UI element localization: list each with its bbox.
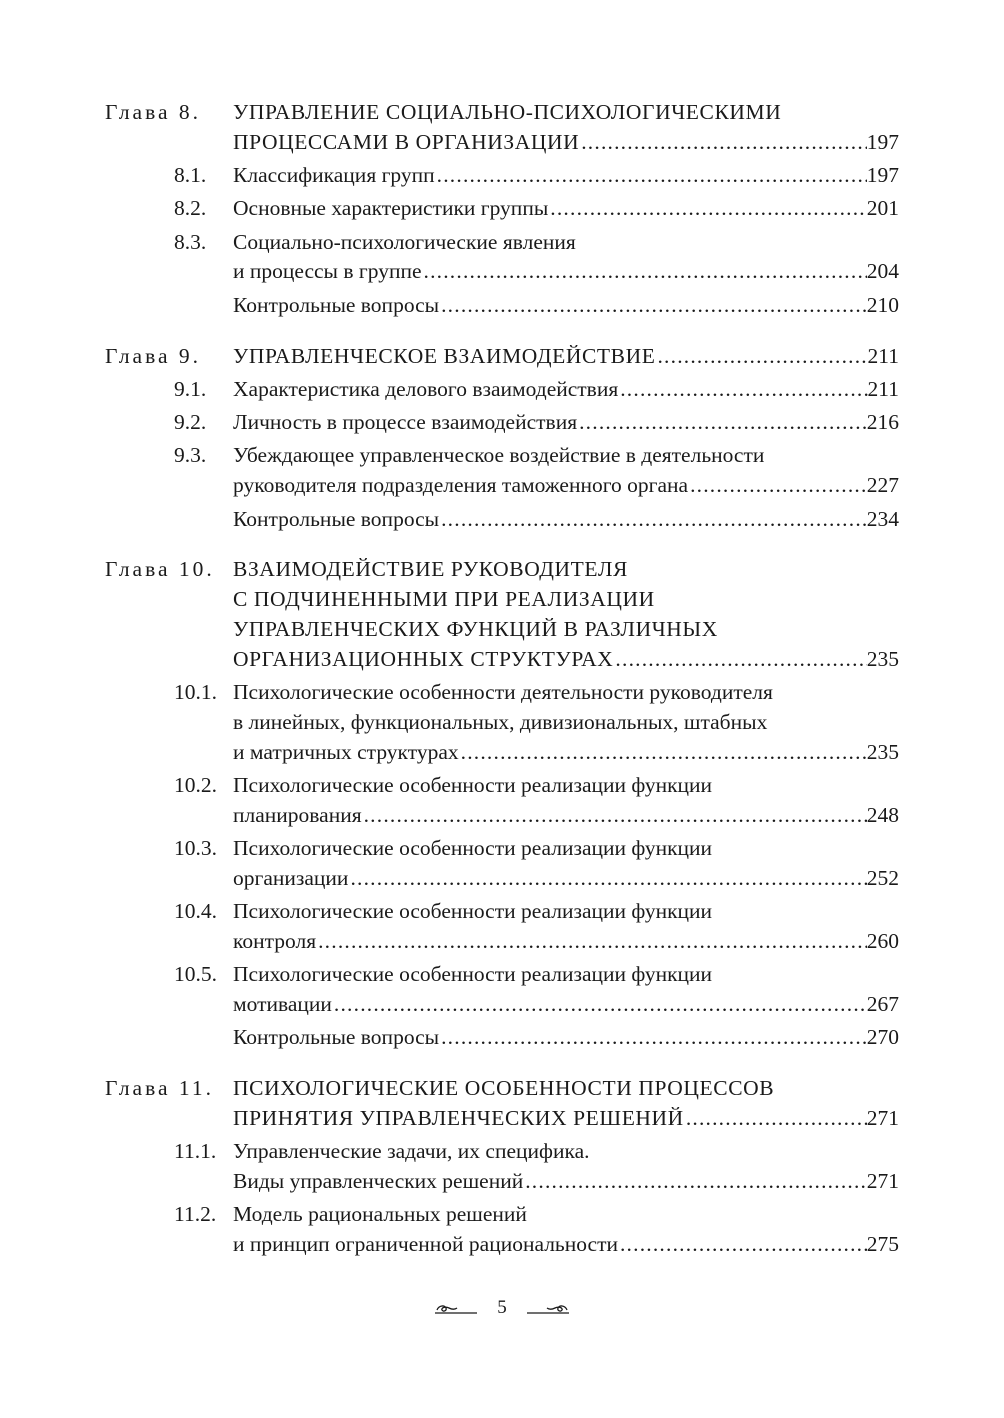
toc-leader-row <box>233 291 899 321</box>
section-title: Управленческие задачи, их специфика. <box>233 1139 590 1164</box>
section-title: и принцип ограниченной рациональности <box>233 1232 618 1257</box>
dot-leader <box>422 257 867 287</box>
page-ref: 267 <box>866 992 899 1017</box>
page-ref: 204 <box>866 259 899 284</box>
toc-leader-row <box>233 864 899 894</box>
section-number: 9.3. <box>174 443 207 468</box>
toc-line <box>0 615 1004 645</box>
page-ref: 211 <box>867 376 899 401</box>
dot-leader <box>435 161 867 191</box>
page-ref: 260 <box>866 928 899 953</box>
toc-chapter <box>0 555 1004 674</box>
toc-line <box>0 1137 1004 1167</box>
toc-leader-row <box>233 505 899 535</box>
dot-leader <box>332 990 867 1020</box>
chapter-title: ПСИХОЛОГИЧЕСКИЕ ОСОБЕННОСТИ ПРОЦЕССОВ <box>233 1076 775 1101</box>
section-title: Виды управленческих решений <box>233 1169 524 1193</box>
section-number: 11.1. <box>174 1139 217 1164</box>
section-title: Основные характеристики группы <box>233 196 549 221</box>
chapter-title: УПРАВЛЕНЧЕСКОЕ ВЗАИМОДЕЙСТВИЕ <box>233 343 656 368</box>
page-ref: 271 <box>866 1169 899 1193</box>
dot-leader <box>613 645 866 675</box>
toc-chapter <box>0 1074 1004 1134</box>
chapter-title: УПРАВЛЕНИЕ СОЦИАЛЬНО-ПСИХОЛОГИЧЕСКИМИ <box>233 100 782 124</box>
page-ref: 252 <box>866 865 899 890</box>
section-title: Психологические особенности реализации функции <box>233 772 713 797</box>
toc-section <box>0 375 1004 405</box>
dot-leader <box>618 375 867 405</box>
section-title: Контрольные вопросы <box>233 292 440 317</box>
toc-leader-row <box>233 1023 899 1053</box>
page-ref: 211 <box>867 343 899 368</box>
toc-section <box>0 505 1004 535</box>
toc-leader-row <box>233 927 899 957</box>
toc-line <box>0 801 1004 831</box>
toc-leader-row <box>233 161 899 191</box>
dot-leader <box>459 738 867 768</box>
toc-section <box>0 441 1004 501</box>
page-number: 5 <box>497 1297 507 1318</box>
toc-leader-row <box>233 1104 899 1134</box>
toc-line <box>0 161 1004 191</box>
section-title: Характеристика делового взаимодействия <box>233 376 619 401</box>
section-title: и матричных структурах <box>233 739 459 764</box>
dot-leader <box>688 471 867 501</box>
page-ref: 210 <box>866 292 899 317</box>
section-title: и процессы в группе <box>233 259 422 284</box>
toc-leader-row <box>233 128 899 158</box>
toc-leader-row <box>233 471 899 501</box>
toc-section <box>0 161 1004 191</box>
toc-leader-row <box>233 645 899 675</box>
toc-line <box>0 1023 1004 1053</box>
chapter-label: Глава 8. <box>105 100 201 124</box>
section-title: Психологические особенности деятельности руководителя <box>233 680 773 705</box>
toc-line <box>0 1074 1004 1104</box>
page-ref: 270 <box>866 1025 899 1050</box>
dot-leader <box>348 864 866 894</box>
section-title: планирования <box>233 802 362 827</box>
toc-line <box>0 708 1004 738</box>
section-title: Контрольные вопросы <box>233 506 440 531</box>
table-of-contents <box>0 98 1004 1260</box>
page-ref: 271 <box>866 1105 899 1130</box>
chapter-title: ВЗАИМОДЕЙСТВИЕ РУКОВОДИТЕЛЯ <box>233 557 628 582</box>
section-number: 10.2. <box>174 772 217 797</box>
toc-section <box>0 678 1004 767</box>
toc-line <box>0 342 1004 372</box>
section-number: 9.1. <box>174 376 207 401</box>
section-title: руководителя подразделения таможенного органа <box>233 473 689 498</box>
toc-line <box>0 927 1004 957</box>
toc-leader-row <box>233 990 899 1020</box>
toc-line <box>0 257 1004 287</box>
section-number: 10.1. <box>174 680 217 705</box>
dot-leader <box>548 194 866 224</box>
dot-leader <box>655 342 867 372</box>
page-ref: 227 <box>866 473 899 498</box>
section-number: 8.2. <box>174 196 207 221</box>
toc-section <box>0 1137 1004 1197</box>
toc-line <box>0 98 1004 128</box>
toc-section <box>0 834 1004 894</box>
toc-line <box>0 864 1004 894</box>
toc-line <box>0 771 1004 801</box>
toc-section <box>0 291 1004 321</box>
chapter-title: ПРОЦЕССАМИ В ОРГАНИЗАЦИИ <box>233 129 580 154</box>
toc-line <box>0 505 1004 535</box>
toc-chapter <box>0 98 1004 158</box>
section-title: в линейных, функциональных, дивизиональных, штабных <box>233 709 768 734</box>
page-ref: 235 <box>866 739 899 764</box>
section-title: Социально-психологические явления <box>233 229 576 254</box>
toc-leader-row <box>233 801 899 831</box>
dot-leader <box>577 408 867 438</box>
dot-leader <box>579 128 867 158</box>
toc-section <box>0 228 1004 288</box>
toc-line <box>0 645 1004 675</box>
toc-line <box>0 738 1004 768</box>
section-title: Психологические особенности реализации функции <box>233 899 713 924</box>
section-title: Модель рациональных решений <box>233 1202 527 1227</box>
dot-leader <box>362 801 867 831</box>
toc-leader-row <box>233 194 899 224</box>
dot-leader <box>618 1230 867 1260</box>
page-ref: 216 <box>866 410 899 435</box>
toc-section <box>0 1200 1004 1260</box>
toc-line <box>0 1230 1004 1260</box>
right-ornament-icon <box>525 1299 571 1317</box>
toc-line <box>0 834 1004 864</box>
page-ref: 197 <box>866 129 899 154</box>
chapter-title: ПРИНЯТИЯ УПРАВЛЕНЧЕСКИХ РЕШЕНИЙ <box>233 1105 684 1130</box>
toc-line <box>0 555 1004 585</box>
section-number: 9.2. <box>174 410 207 435</box>
toc-line <box>0 1167 1004 1197</box>
toc-leader-row <box>233 1230 899 1260</box>
toc-line <box>0 897 1004 927</box>
section-title: Контрольные вопросы <box>233 1025 440 1050</box>
toc-line <box>0 960 1004 990</box>
toc-section <box>0 1023 1004 1053</box>
toc-leader-row <box>233 257 899 287</box>
toc-section <box>0 897 1004 957</box>
chapter-label: Глава 10. <box>105 557 215 582</box>
toc-line <box>0 408 1004 438</box>
section-title: Личность в процессе взаимодействия <box>233 410 578 435</box>
section-title: Психологические особенности реализации функции <box>233 836 713 861</box>
chapter-label: Глава 9. <box>105 343 201 368</box>
section-title: Убеждающее управленческое воздействие в деятельности <box>233 443 765 468</box>
chapter-title: УПРАВЛЕНЧЕСКИХ ФУНКЦИЙ В РАЗЛИЧНЫХ <box>233 616 718 641</box>
page-ref: 275 <box>866 1232 899 1257</box>
dot-leader <box>439 1023 867 1053</box>
toc-line <box>0 194 1004 224</box>
toc-leader-row <box>233 342 899 372</box>
page-ref: 234 <box>866 506 899 531</box>
toc-line <box>0 990 1004 1020</box>
dot-leader <box>523 1167 867 1197</box>
dot-leader <box>439 505 867 535</box>
section-title: контроля <box>233 928 317 953</box>
left-ornament-icon <box>433 1299 479 1317</box>
chapter-title: ОРГАНИЗАЦИОННЫХ СТРУКТУРАХ <box>233 646 614 671</box>
dot-leader <box>439 291 867 321</box>
page-ref: 235 <box>866 646 899 671</box>
toc-line <box>0 228 1004 258</box>
toc-section <box>0 960 1004 1020</box>
toc-line <box>0 375 1004 405</box>
section-title: организации <box>233 865 349 890</box>
section-number: 10.5. <box>174 962 217 987</box>
dot-leader <box>316 927 867 957</box>
toc-leader-row <box>233 408 899 438</box>
section-number: 10.4. <box>174 899 217 924</box>
toc-chapter <box>0 342 1004 372</box>
section-title: мотивации <box>233 992 332 1017</box>
toc-leader-row <box>233 738 899 768</box>
toc-line <box>0 291 1004 321</box>
section-number: 8.1. <box>174 163 207 188</box>
toc-line <box>0 585 1004 615</box>
toc-line <box>0 678 1004 708</box>
section-number: 8.3. <box>174 229 207 254</box>
toc-leader-row <box>233 1167 899 1197</box>
section-number: 11.2. <box>174 1202 217 1227</box>
page-ref: 248 <box>866 802 899 827</box>
section-title: Классификация групп <box>233 163 435 188</box>
dot-leader <box>684 1104 867 1134</box>
chapter-title: С ПОДЧИНЕННЫМИ ПРИ РЕАЛИЗАЦИИ <box>233 587 655 612</box>
toc-line <box>0 128 1004 158</box>
toc-section <box>0 771 1004 831</box>
toc-line <box>0 1104 1004 1134</box>
toc-section <box>0 408 1004 438</box>
section-title: Психологические особенности реализации функции <box>233 962 713 987</box>
page-ref: 201 <box>866 196 899 221</box>
toc-line <box>0 441 1004 471</box>
toc-line <box>0 1200 1004 1230</box>
toc-section <box>0 194 1004 224</box>
page-ref: 197 <box>866 163 899 188</box>
chapter-label: Глава 11. <box>105 1076 214 1101</box>
toc-leader-row <box>233 375 899 405</box>
page-footer <box>0 1293 1004 1323</box>
toc-line <box>0 471 1004 501</box>
section-number: 10.3. <box>174 836 217 861</box>
